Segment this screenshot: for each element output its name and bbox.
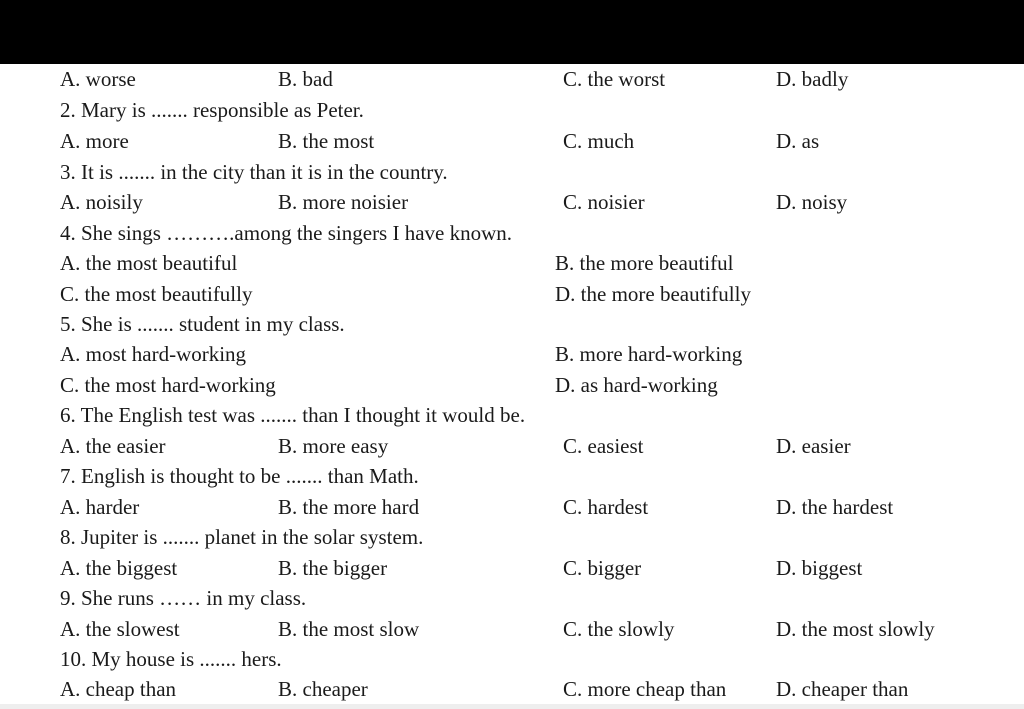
question-text: 3. It is ....... in the city than it is in the country. xyxy=(60,160,448,184)
answer-option: A. noisily xyxy=(60,190,143,214)
answer-option: A. the most beautiful xyxy=(60,251,238,275)
answer-option: D. the more beautifully xyxy=(555,282,751,306)
answer-option: A. most hard-working xyxy=(60,342,247,366)
answer-option: B. more easy xyxy=(278,434,389,458)
answer-option: C. easiest xyxy=(563,434,644,458)
answer-option: A. the slowest xyxy=(60,617,180,641)
answer-option: C. the most beautifully xyxy=(60,282,253,306)
answer-option: B. more noisier xyxy=(278,190,409,214)
question-text: 10. My house is ....... hers. xyxy=(60,647,282,671)
answer-option: D. as hard-working xyxy=(555,373,718,397)
answer-option: B. the more hard xyxy=(278,495,420,519)
answer-option: D. cheaper than xyxy=(776,677,909,701)
question-text: 7. English is thought to be ....... than Math. xyxy=(60,464,419,488)
question-text: 6. The English test was ....... than I thought it would be. xyxy=(60,403,526,427)
question-text: 2. Mary is ....... responsible as Peter. xyxy=(60,98,364,122)
answer-option: C. the worst xyxy=(563,67,666,91)
answer-option: B. more hard-working xyxy=(555,342,743,366)
question-text: 8. Jupiter is ....... planet in the solar system. xyxy=(60,525,424,549)
answer-option: B. the most slow xyxy=(278,617,420,641)
answer-option: B. the bigger xyxy=(278,556,388,580)
answer-option: B. bad xyxy=(278,67,333,91)
answer-option: D. biggest xyxy=(776,556,863,580)
answer-option: C. more cheap than xyxy=(563,677,727,701)
answer-option: D. noisy xyxy=(776,190,848,214)
answer-option: A. more xyxy=(60,129,129,153)
answer-option: B. the more beautiful xyxy=(555,251,734,275)
answer-option: C. the most hard-working xyxy=(60,373,276,397)
answer-option: C. hardest xyxy=(563,495,649,519)
question-text: 4. She sings ……….among the singers I have known. xyxy=(60,221,513,245)
answer-option: C. bigger xyxy=(563,556,642,580)
answer-option: A. cheap than xyxy=(60,677,177,701)
answer-option: A. worse xyxy=(60,67,136,91)
answer-option: D. as xyxy=(776,129,820,153)
answer-option: A. the biggest xyxy=(60,556,178,580)
answer-option: D. the hardest xyxy=(776,495,894,519)
answer-option: B. cheaper xyxy=(278,677,368,701)
answer-option: C. much xyxy=(563,129,635,153)
answer-option: C. the slowly xyxy=(563,617,675,641)
answer-option: D. badly xyxy=(776,67,849,91)
answer-option: D. the most slowly xyxy=(776,617,935,641)
top-black-bar xyxy=(0,0,1024,64)
question-text: 5. She is ....... student in my class. xyxy=(60,312,345,336)
answer-option: B. the most xyxy=(278,129,375,153)
answer-option: A. the easier xyxy=(60,434,166,458)
answer-option: A. harder xyxy=(60,495,140,519)
answer-option: C. noisier xyxy=(563,190,645,214)
question-text: 9. She runs …… in my class. xyxy=(60,586,307,610)
bottom-edge xyxy=(0,704,1024,709)
answer-option: D. easier xyxy=(776,434,851,458)
